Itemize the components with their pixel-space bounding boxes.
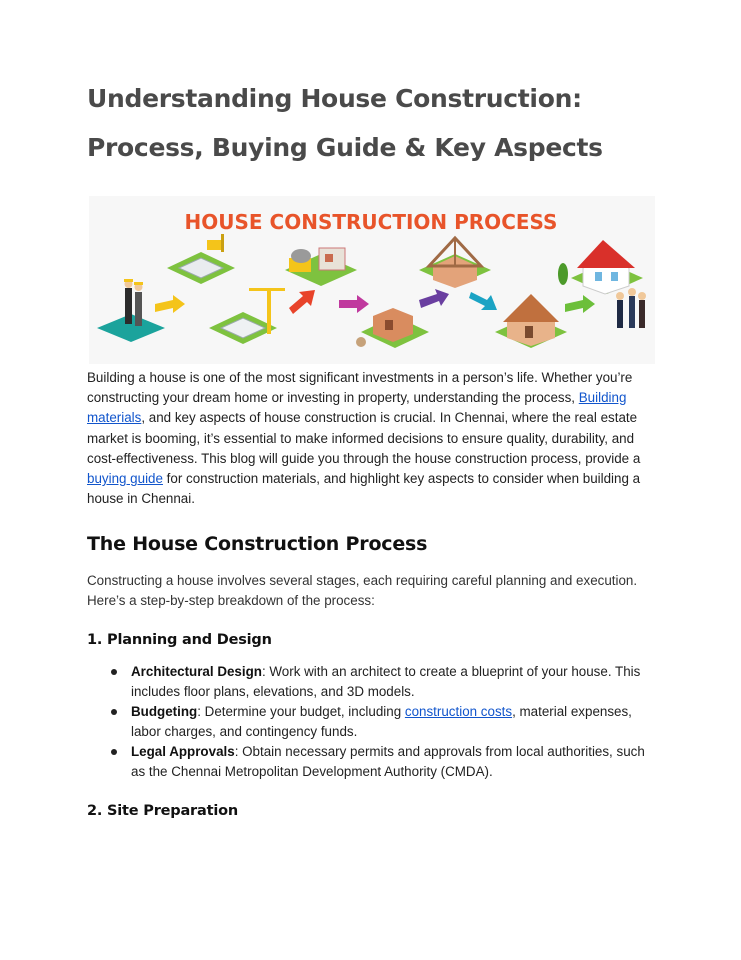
- intro-text: , and key aspects of house construction is crucial. In Chennai, where the real estate market is booming, it’s essential to make informed decisions to ensure quality, durability, and cost-effectiveness. This blog will guide you through the house construction process, provide a: [87, 410, 641, 466]
- buying-guide-link[interactable]: buying guide: [87, 471, 163, 487]
- step-heading-site-preparation: 2. Site Preparation: [87, 803, 238, 819]
- list-item-label: Architectural Design: [131, 664, 262, 679]
- list-item-label: Legal Approvals: [131, 744, 235, 759]
- section-paragraph: Constructing a house involves several stages, each requiring careful planning and execution. Here’s a step-by-step breakdown of the process:: [87, 573, 638, 609]
- step-heading-planning: 1. Planning and Design: [87, 632, 272, 648]
- bullet-icon: [111, 669, 117, 675]
- construction-costs-link[interactable]: construction costs: [404, 704, 513, 719]
- hero-banner-text: HOUSE CONSTRUCTION PROCESS: [184, 210, 558, 234]
- list-item-text: : Work with an architect to create a blueprint of your house. This includes floor plans, elevations, and 3D models.: [131, 664, 641, 699]
- list-item-label: Budgeting: [131, 704, 198, 719]
- list-item-text: : Obtain necessary permits and approvals from local authorities, such as the Chennai Metropolitan Development Authority (CMDA).: [131, 744, 645, 779]
- building-materials-link[interactable]: Building materials: [87, 390, 627, 426]
- intro-text: for construction materials, and highlight key aspects to consider when building a house in Chennai.: [87, 471, 641, 507]
- list-item: [87, 662, 647, 702]
- list-item: [87, 702, 647, 742]
- list-item-text: : Determine your budget, including: [197, 704, 405, 719]
- list-item: [87, 742, 647, 782]
- intro-paragraph: [87, 368, 647, 509]
- construction-process-illustration: [89, 196, 655, 364]
- list-item-text: , material expenses, labor charges, and contingency funds.: [131, 704, 632, 739]
- people-icon: [616, 288, 646, 328]
- hero-image: [89, 196, 655, 364]
- section-heading: The House Construction Process: [87, 533, 428, 555]
- planning-list: [87, 662, 647, 782]
- bullet-icon: [111, 709, 117, 715]
- intro-text: Building a house is one of the most significant investments in a person’s life. Whether you’re constructing your dream home or investing in property, understanding the process,: [87, 370, 633, 406]
- bullet-icon: [111, 749, 117, 755]
- page-title: Understanding House Construction: Process, Buying Guide & Key Aspects: [87, 84, 603, 162]
